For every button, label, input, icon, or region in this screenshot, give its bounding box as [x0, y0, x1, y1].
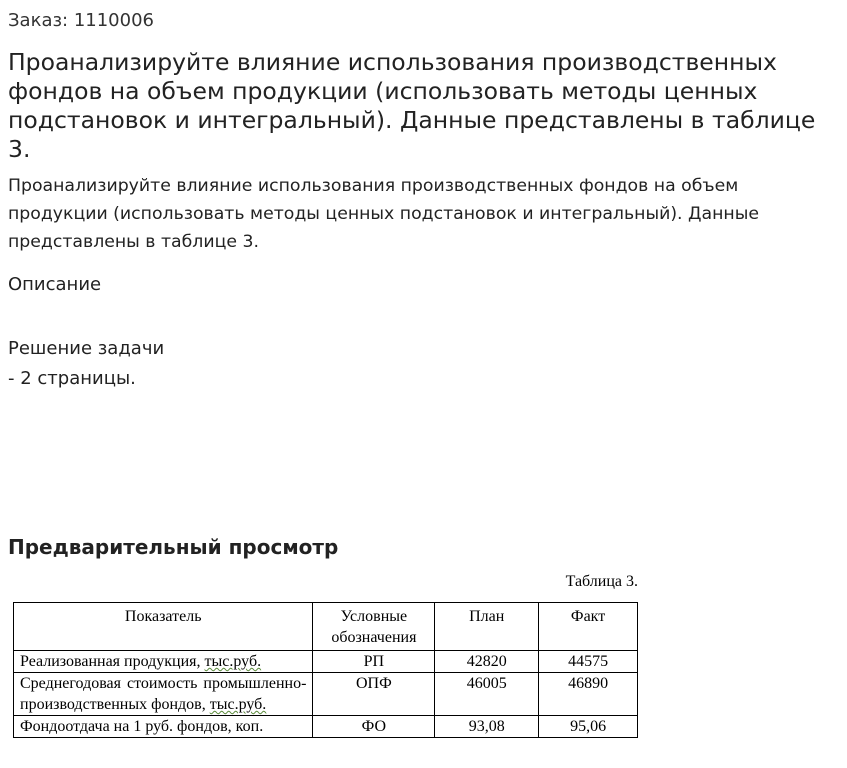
header-symbol: Условные обозначения: [313, 603, 435, 651]
description-heading: Описание: [8, 274, 102, 295]
indicator-text: Фондоотдача на 1 руб. фондов, коп.: [20, 718, 264, 735]
row-fact: 46890: [539, 673, 638, 716]
table-caption: Таблица 3.: [565, 573, 638, 590]
header-plan: План: [435, 603, 539, 651]
document-preview: [13, 570, 641, 738]
data-table: [13, 602, 638, 738]
table-row: [14, 651, 638, 673]
table-row: [14, 716, 638, 738]
header-fact: Факт: [539, 603, 638, 651]
row-fact: 44575: [539, 651, 638, 673]
indicator-unit: тыс.руб.: [204, 653, 262, 670]
order-number: Заказ: 1110006: [8, 10, 154, 31]
row-indicator: [14, 716, 313, 738]
solution-label: Решение задачи: [8, 338, 165, 359]
row-symbol: РП: [313, 651, 435, 673]
row-symbol: ОПФ: [313, 673, 435, 716]
indicator-unit: тыс.руб.: [209, 696, 267, 713]
indicator-text: Среднегодовая стоимость промышленно-производственных фондов,: [20, 675, 307, 713]
row-plan: 42820: [435, 651, 539, 673]
row-plan: 93,08: [435, 716, 539, 738]
row-indicator: [14, 651, 313, 673]
preview-heading: Предварительный просмотр: [8, 535, 339, 559]
table-row: [14, 673, 638, 716]
indicator-text: Реализованная продукция,: [20, 653, 205, 670]
page-count: - 2 страницы.: [8, 368, 136, 389]
row-indicator: [14, 673, 313, 716]
solution-info: [8, 334, 164, 394]
task-description: Проанализируйте влияние использования производственных фондов на объем продукции (использовать методы ценных подстановок и интегральный). Данные представлены в таблице 3.: [8, 176, 760, 252]
row-fact: 95,06: [539, 716, 638, 738]
row-symbol: ФО: [313, 716, 435, 738]
page-title: Проанализируйте влияние использования производственных фондов на объем продукции (использовать методы ценных подстановок и интегральный). Данные представлены в таблице 3.: [8, 48, 816, 163]
header-indicator: Показатель: [14, 603, 313, 651]
row-plan: 46005: [435, 673, 539, 716]
table-header-row: [14, 603, 638, 651]
